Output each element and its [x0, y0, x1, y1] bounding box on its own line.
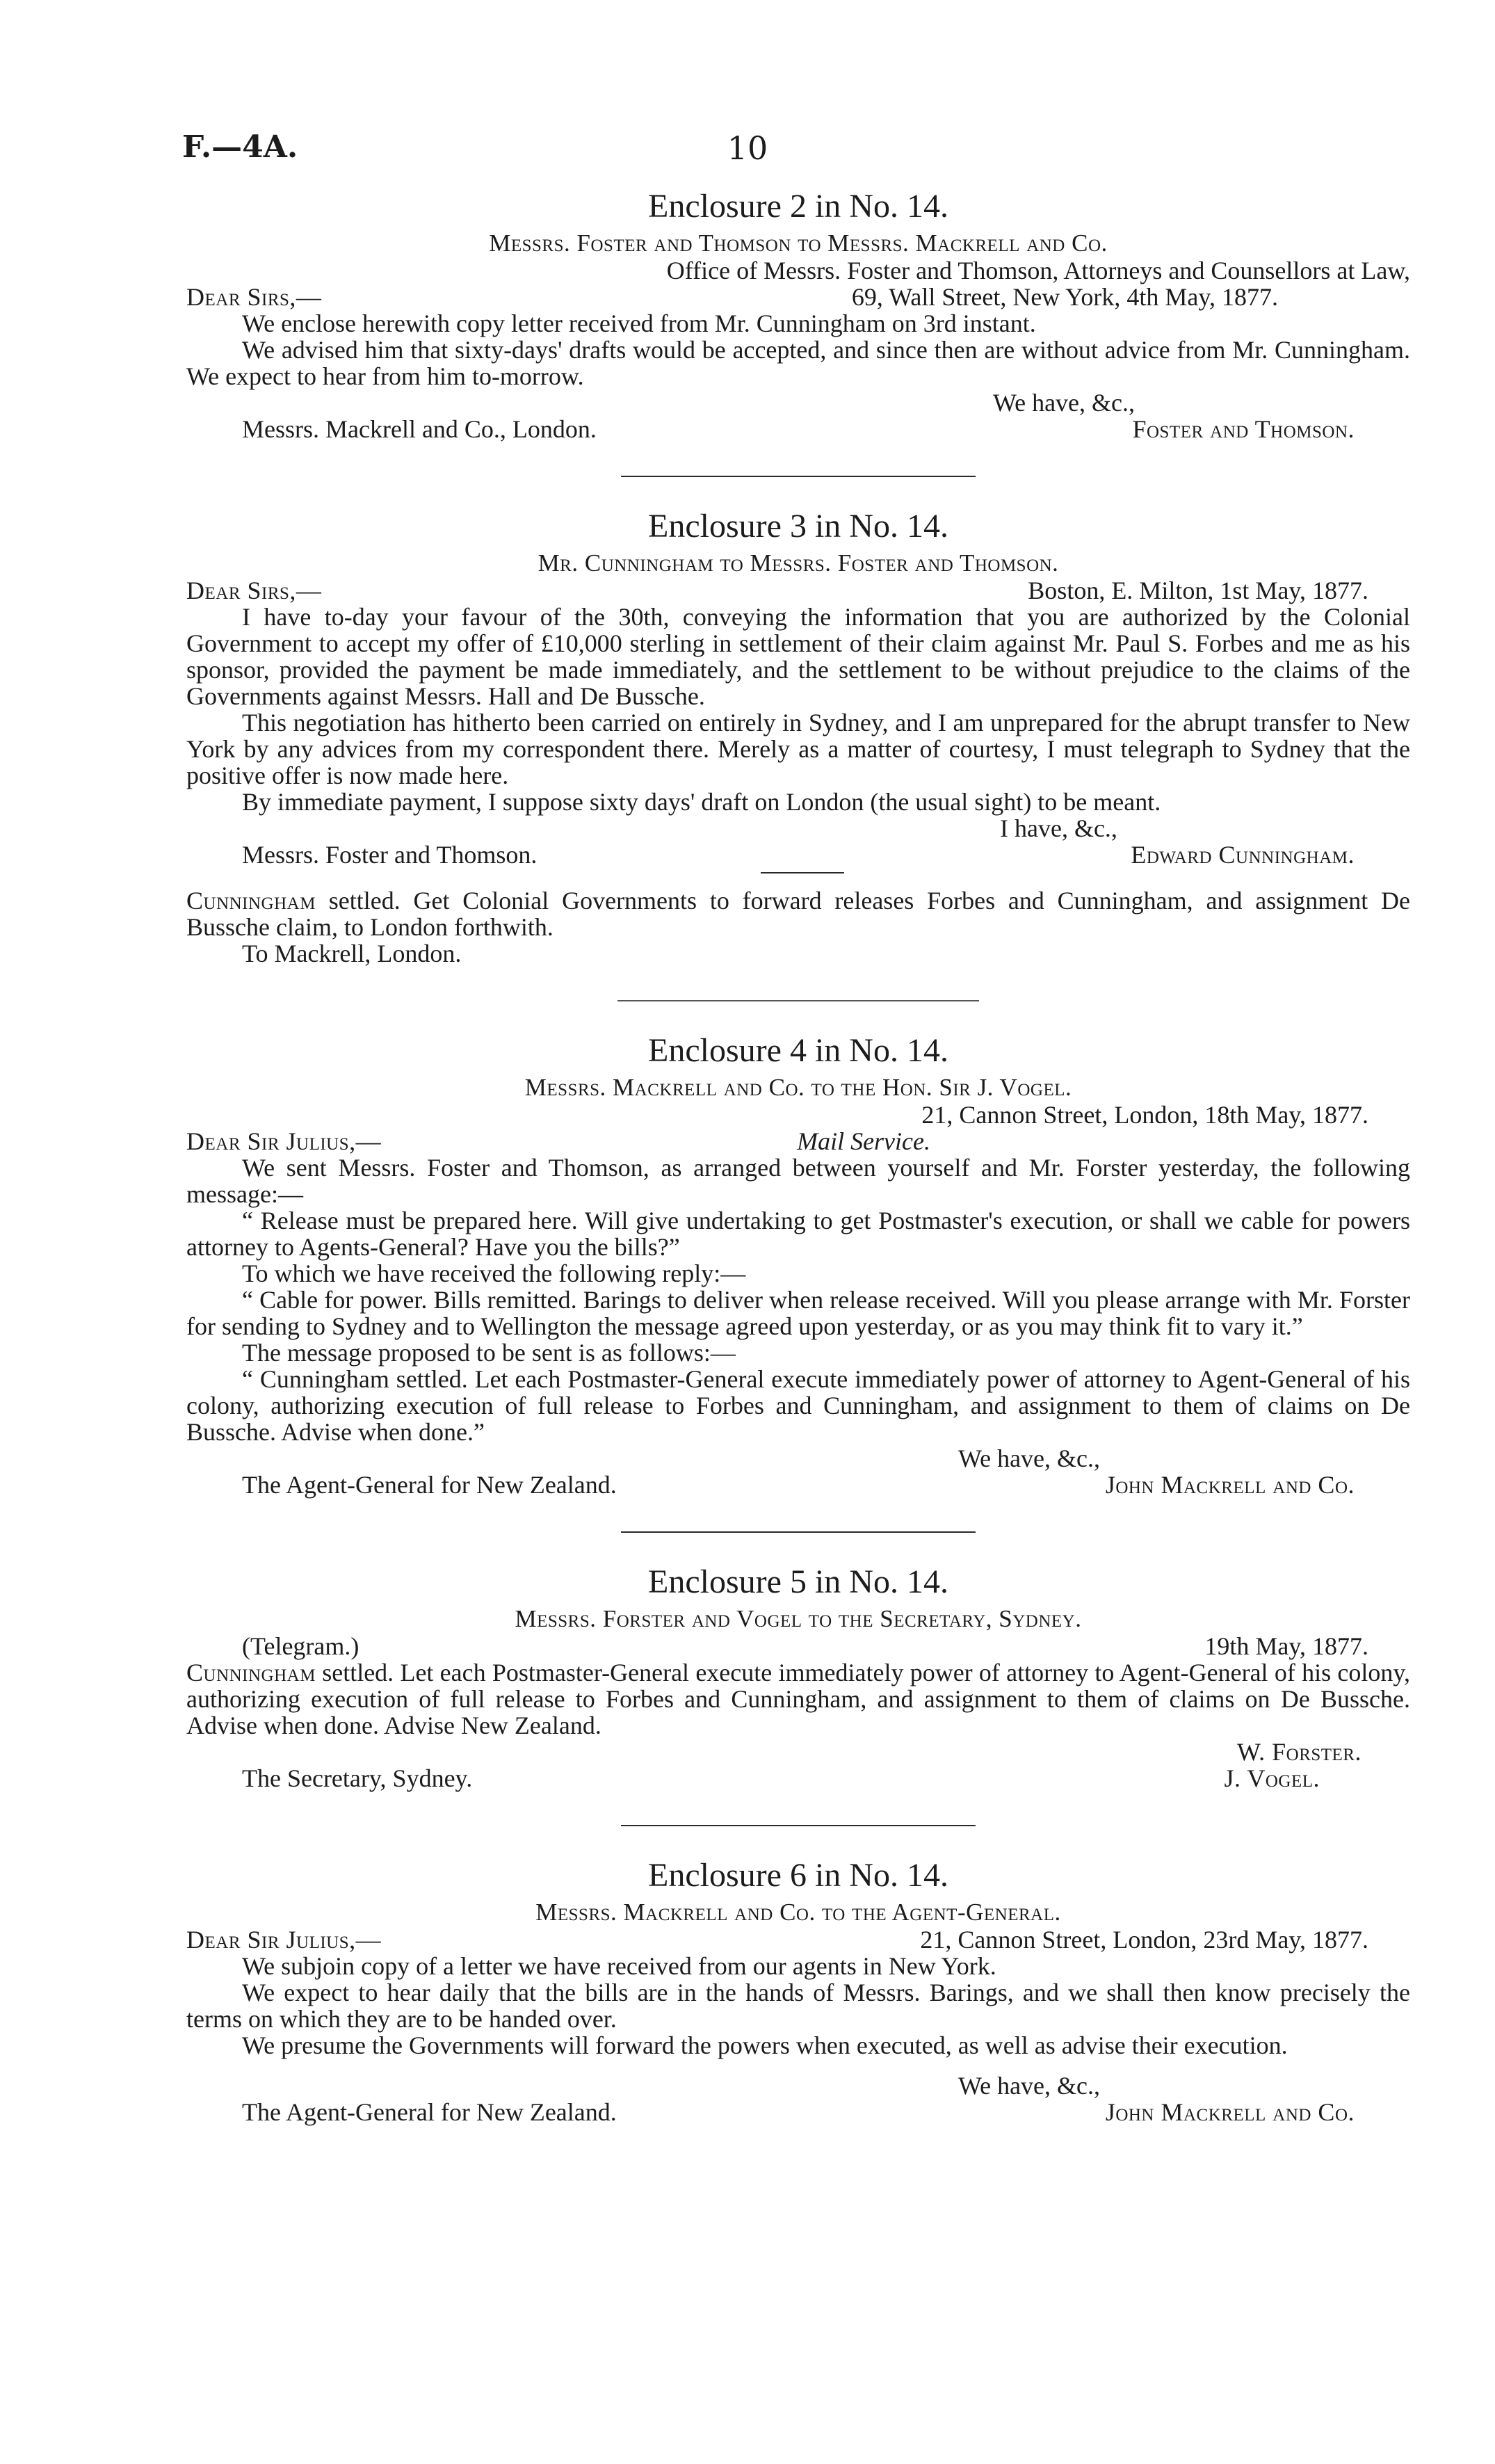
salutation-row	[186, 577, 1410, 604]
enclosure-6	[186, 1857, 1410, 2125]
salutation-row	[186, 1926, 1410, 1953]
enclosure-title: Enclosure 4 in No. 14.	[648, 1032, 948, 1069]
paragraph: We subjoin copy of a letter we have received from our agents in New York.	[242, 1952, 996, 1980]
signature: John Mackrell and Co.	[1105, 1471, 1355, 1499]
salutation: Dear Sir Julius,—	[186, 1127, 382, 1155]
section-divider	[621, 1531, 976, 1533]
signature-row	[186, 842, 1410, 868]
quoted-message: “ Cable for power. Bills remitted. Barings to deliver when release received. Will you please arrange with Mr. Forster for sending to Sydney and to Wellington the message agreed upon yesterday, or as you may think fit to vary it.”	[186, 1286, 1410, 1340]
enclosure-title: Enclosure 5 in No. 14.	[648, 1563, 948, 1600]
salutation-row	[186, 284, 1410, 310]
address-line: 69, Wall Street, New York, 4th May, 1877.	[851, 283, 1278, 311]
running-header	[0, 129, 1495, 171]
signature: W. Forster.	[1236, 1738, 1361, 1766]
quoted-message: “ Cunningham settled. Let each Postmaster-General execute immediately power of attorney to Agent-General of his colony, authorizing execution of full release to Forbes and Cunningham, and assignment to them of claims on De Bussche. Advise when done.”	[186, 1365, 1410, 1446]
short-divider	[761, 872, 844, 873]
enclosure-title: Enclosure 3 in No. 14.	[648, 508, 948, 545]
quoted-message: “ Release must be prepared here. Will give undertaking to get Postmaster's execution, or shall we cable for powers attorney to Agents-General? Have you the bills?”	[186, 1207, 1410, 1261]
enclosure-subtitle: Messrs. Forster and Vogel to the Secretary, Sydney.	[515, 1605, 1082, 1632]
telegram-body: settled. Get Colonial Governments to forward releases Forbes and Cunningham, and assignment De Bussche claim, to London forthwith.	[186, 887, 1410, 941]
enclosure-5	[186, 1563, 1410, 1791]
mail-service: Mail Service.	[797, 1127, 930, 1155]
telegram-text	[186, 887, 1410, 940]
enclosure-3	[186, 508, 1410, 967]
paragraph: We advised him that sixty-days' drafts would be accepted, and since then are without advice from Mr. Cunningham. We expect to hear from him to-morrow.	[186, 336, 1410, 390]
office-line: Office of Messrs. Foster and Thomson, Attorneys and Counsellors at Law,	[666, 257, 1410, 284]
telegram-text	[186, 1659, 1410, 1739]
paper-reference: F.—4A.	[182, 129, 298, 165]
salutation: Dear Sir Julius,—	[186, 1926, 382, 1954]
address-line: 21, Cannon Street, London, 23rd May, 1877.	[920, 1926, 1368, 1954]
enclosure-subtitle: Messrs. Mackrell and Co. to the Agent-General.	[535, 1899, 1061, 1926]
closing: We have, &c.,	[958, 1444, 1101, 1472]
closing: We have, &c.,	[993, 389, 1136, 417]
paragraph: We sent Messrs. Foster and Thomson, as arranged between yourself and Mr. Forster yesterday, the following message:—	[186, 1154, 1410, 1208]
enclosure-title: Enclosure 2 in No. 14.	[648, 188, 948, 225]
signature-row	[186, 2099, 1410, 2125]
section-divider	[621, 476, 976, 477]
salutation-row	[186, 1128, 1410, 1154]
paragraph: To which we have received the following reply:—	[242, 1259, 746, 1287]
addressee: The Secretary, Sydney.	[242, 1764, 473, 1792]
paragraph: I have to-day your favour of the 30th, conveying the information that you are authorized by the Colonial Government to accept my offer of £10,000 sterling in settlement of their claim against Mr. Paul S. Forbes and me as his sponsor, provided the payment be made immediately, and the settlement to be without prejudice to the claims of the Governments against Messrs. Hall and De Bussche.	[186, 603, 1410, 710]
enclosure-subtitle: Mr. Cunningham to Messrs. Foster and Thomson.	[538, 549, 1059, 577]
signature: John Mackrell and Co.	[1105, 2098, 1355, 2126]
signature-row	[186, 416, 1410, 442]
salutation: Dear Sirs,—	[186, 577, 322, 604]
page-number: 10	[727, 129, 768, 167]
signature: J. Vogel.	[1224, 1764, 1320, 1792]
signature: Foster and Thomson.	[1132, 415, 1355, 443]
addressee: Messrs. Foster and Thomson.	[242, 841, 538, 869]
salutation: Dear Sirs,—	[186, 283, 322, 311]
paragraph: By immediate payment, I suppose sixty days' draft on London (the usual sight) to be meant.	[242, 788, 1161, 816]
telegram-label: (Telegram.)	[242, 1632, 359, 1660]
paragraph: This negotiation has hitherto been carried on entirely in Sydney, and I am unprepared for the abrupt transfer to New York by any advices from my correspondent there. Merely as a matter of courtesy, I must telegraph to Sydney that the positive offer is now made here.	[186, 709, 1410, 789]
enclosure-2	[186, 188, 1410, 442]
telegram-body: settled. Let each Postmaster-General execute immediately power of attorney to Agent-General of his colony, authorizing execution of full release to Forbes and Cunningham, and assignment to them of claims on De Bussche. Advise when done. Advise New Zealand.	[186, 1659, 1410, 1739]
address-line: 21, Cannon Street, London, 18th May, 1877.	[921, 1101, 1368, 1129]
addressee: Messrs. Mackrell and Co., London.	[242, 415, 597, 443]
enclosure-4	[186, 1032, 1410, 1498]
paragraph: We presume the Governments will forward the powers when executed, as well as advise their execution.	[242, 2031, 1288, 2059]
telegram-keyword: Cunningham	[186, 1659, 316, 1686]
enclosure-subtitle: Messrs. Foster and Thomson to Messrs. Mackrell and Co.	[489, 230, 1108, 257]
address-line: Boston, E. Milton, 1st May, 1877.	[1028, 577, 1368, 604]
signature: Edward Cunningham.	[1131, 841, 1355, 869]
addressee: The Agent-General for New Zealand.	[242, 2098, 617, 2126]
telegram-date: 19th May, 1877.	[1204, 1632, 1368, 1660]
section-divider	[617, 1000, 979, 1001]
signature-row	[186, 1765, 1410, 1791]
signature-row	[186, 1472, 1410, 1498]
enclosure-title: Enclosure 6 in No. 14.	[648, 1857, 948, 1894]
enclosure-subtitle: Messrs. Mackrell and Co. to the Hon. Sir J. Vogel.	[524, 1074, 1072, 1101]
paragraph: We expect to hear daily that the bills are in the hands of Messrs. Barings, and we shall then know precisely the terms on which they are to be handed over.	[186, 1979, 1410, 2033]
section-divider	[621, 1825, 976, 1826]
closing: We have, &c.,	[958, 2072, 1101, 2100]
paragraph: The message proposed to be sent is as follows:—	[242, 1339, 736, 1367]
paragraph: We enclose herewith copy letter received from Mr. Cunningham on 3rd instant.	[242, 309, 1036, 337]
closing: I have, &c.,	[1000, 814, 1117, 842]
addressee: The Agent-General for New Zealand.	[242, 1471, 617, 1499]
document-body	[186, 188, 1410, 2125]
telegram-row	[186, 1633, 1410, 1659]
telegram-recipient: To Mackrell, London.	[242, 940, 462, 967]
telegram-keyword: Cunningham	[186, 887, 316, 915]
